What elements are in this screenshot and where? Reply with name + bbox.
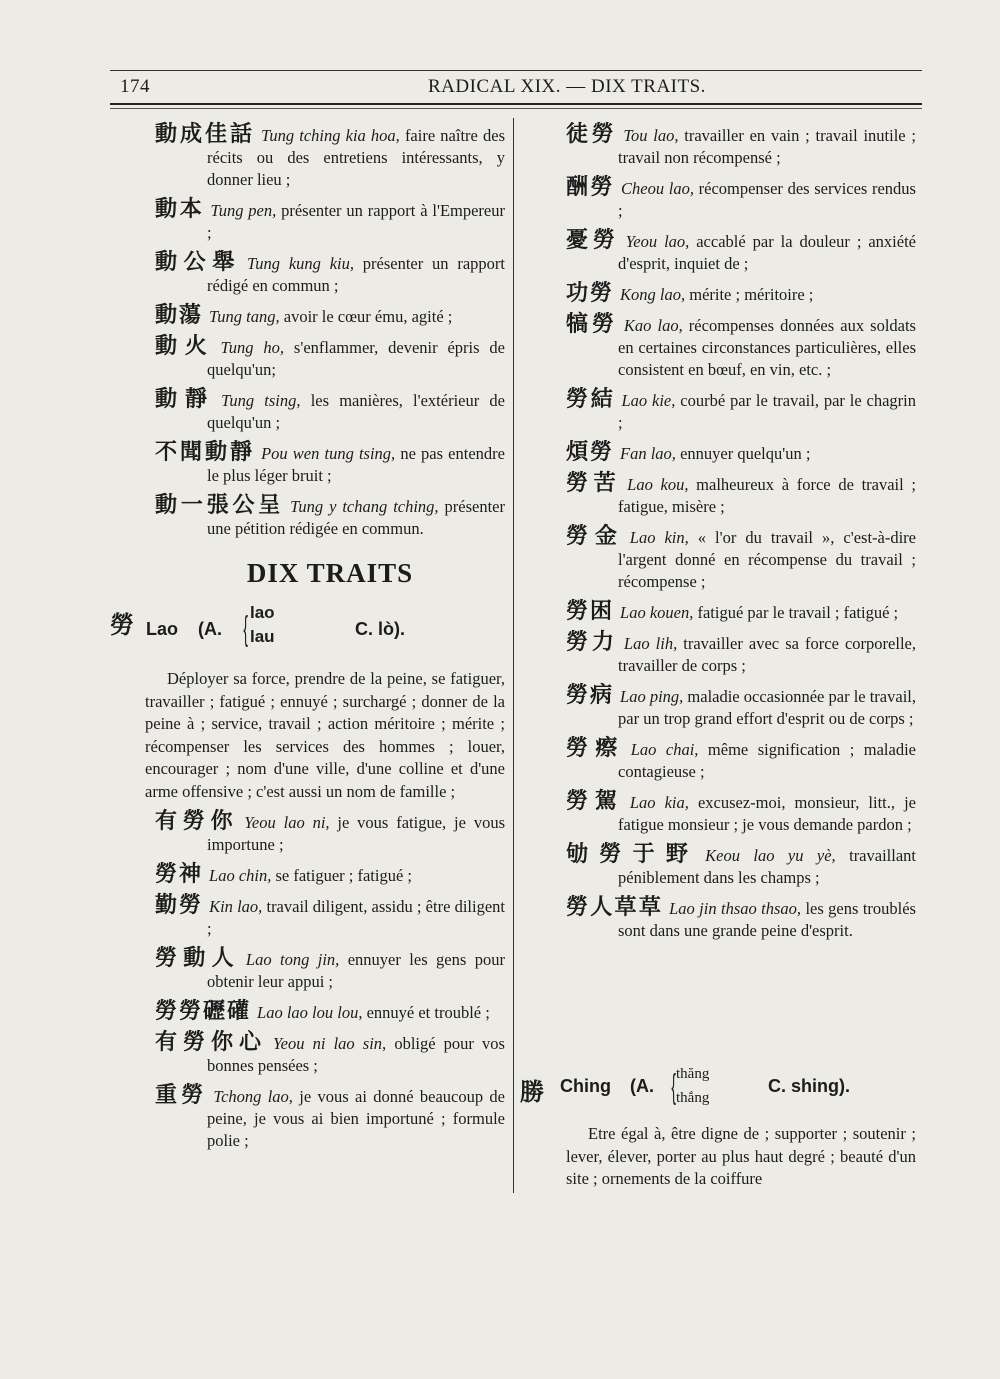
definition-paragraph-ching: Etre égal à, être digne de ; supporter ; soutenir ; lever, élever, porter au plus haut degré ; beauté d'un site ; ornements de la coiffure: [566, 1124, 916, 1188]
dictionary-entry: [566, 897, 916, 942]
entry-definition: les gens troublés sont dans une grande peine d'esprit.: [618, 899, 916, 940]
left-column: [110, 122, 505, 1160]
dictionary-entry: [566, 442, 916, 465]
entry-characters: 勞駕: [566, 789, 624, 814]
entry-definition: ennuyé et troublé ;: [362, 1003, 490, 1022]
headword-romanization: Ching: [560, 1076, 611, 1096]
dictionary-entry: [155, 442, 505, 487]
brace-icon: {: [671, 1068, 676, 1106]
entry-definition: je vous ai donné beaucoup de peine, je vous ai bien importuné ; formule polie ;: [207, 1087, 505, 1150]
annamite-label: (A.: [198, 619, 222, 639]
brace-icon: {: [243, 610, 248, 648]
entry-characters: 有勞你: [155, 809, 239, 834]
entry-characters: 有勞你心: [155, 1030, 268, 1055]
reading-1: lao: [250, 603, 275, 622]
entry-definition: travailler en vain ; travail inutile ; travail non récompensé ;: [618, 126, 916, 167]
entry-romanization: Lao jin thsao thsao,: [669, 899, 802, 918]
entry-definition: se fatiguer ; fatigué ;: [271, 866, 413, 885]
dictionary-entry: [155, 811, 505, 856]
entry-characters: 動火: [155, 334, 215, 359]
dictionary-entry: [566, 283, 916, 306]
entry-definition: mérite ; méritoire ;: [685, 285, 814, 304]
entry-definition: présenter un rapport à l'Empereur ;: [207, 201, 505, 242]
dictionary-entry: [566, 738, 916, 783]
annamite-label: (A.: [630, 1076, 654, 1096]
dictionary-entry: [566, 177, 916, 222]
entry-characters: 動成佳話: [155, 122, 256, 147]
entry-characters: 勞勞礰礶: [155, 999, 252, 1024]
entry-definition: je vous fatigue, je vous importune ;: [207, 813, 505, 854]
entry-romanization: Tung tsing,: [221, 391, 301, 410]
entry-characters: 勞金: [566, 524, 624, 549]
reading-1: thăng: [676, 1066, 710, 1082]
entry-romanization: Lao kie,: [621, 391, 676, 410]
entry-definition: excusez-moi, monsieur, litt., je fatigue monsieur ; je vous demande pardon ;: [618, 793, 916, 834]
page-number: 174: [120, 76, 150, 97]
entry-characters: 勞困: [566, 599, 615, 624]
entry-definition: présenter une pétition rédigée en commun.: [207, 497, 505, 538]
running-header: [110, 72, 920, 102]
entry-romanization: Lao kouen,: [620, 603, 694, 622]
entry-romanization: Lao lao lou lou,: [257, 1003, 363, 1022]
dictionary-entry: [155, 389, 505, 434]
definition-paragraph-lao: Déployer sa force, prendre de la peine, se fatiguer, travailler ; fatigué ; ennuyé ; surchargé ; donner de la peine à ; service, travail ; action méritoire ; mérite ; récompenser les services des hommes ; louer, encourager ; nom d'une ville, d'une colline et d'une arme offensive ; c'est aussi un nom de famille ;: [145, 669, 505, 801]
headword-lao: [110, 602, 505, 658]
entry-list-lao-right: [566, 124, 916, 942]
entry-romanization: Tung tang,: [209, 307, 280, 326]
entry-definition: récompenser des services rendus ;: [618, 179, 916, 220]
entry-romanization: Pou wen tung tsing,: [261, 444, 396, 463]
dictionary-entry: [566, 526, 916, 593]
entry-definition: ennuyer les gens pour obtenir leur appui ;: [207, 950, 505, 991]
headword-ching: [520, 1062, 920, 1118]
entry-characters: 動靜: [155, 387, 216, 412]
entry-characters: 勞瘵: [566, 736, 625, 761]
entry-romanization: Yeou lao,: [625, 232, 690, 251]
dictionary-entry: [566, 844, 916, 889]
entry-characters: 勞力: [566, 630, 618, 655]
entry-definition: les manières, l'extérieur de quelqu'un ;: [207, 391, 505, 432]
dictionary-entry: [566, 632, 916, 677]
entry-romanization: Tung y tchang tching,: [290, 497, 439, 516]
entry-characters: 憂勞: [566, 228, 620, 253]
entry-definition: même signification ; maladie contagieuse ;: [618, 740, 916, 781]
entry-romanization: Kin lao,: [209, 897, 263, 916]
entry-characters: 動蕩: [155, 303, 204, 328]
entry-romanization: Lao chin,: [209, 866, 272, 885]
entry-definition: travaillant péniblement dans les champs ;: [618, 846, 916, 887]
entry-definition: récompenses données aux soldats en certaines circonstances particulières, elles consistent en bœuf, en vin, etc. ;: [618, 316, 916, 379]
entry-romanization: Cheou lao,: [621, 179, 694, 198]
entry-characters: 勤勞: [155, 893, 204, 918]
dictionary-entry: [155, 895, 505, 940]
entry-definition: accablé par la douleur ; anxiété d'esprit, inquiet de ;: [618, 232, 916, 273]
entry-romanization: Tung tching kia hoa,: [261, 126, 400, 145]
entry-characters: 勞神: [155, 862, 204, 887]
entry-romanization: Lao lih,: [623, 634, 678, 653]
entry-romanization: Lao kin,: [629, 528, 689, 547]
entry-characters: 勞結: [566, 387, 616, 412]
dictionary-entry: [155, 495, 505, 540]
cantonese-form: C. lò).: [355, 619, 405, 639]
entry-definition: s'enflammer, devenir épris de quelqu'un;: [207, 338, 505, 379]
header-rule-thin: [110, 108, 922, 109]
entry-characters: 動公舉: [155, 250, 242, 275]
dictionary-entry: [566, 314, 916, 381]
reading-2: lau: [250, 627, 275, 646]
dictionary-entry: [566, 230, 916, 275]
entry-romanization: Tou lao,: [623, 126, 679, 145]
dictionary-entry: [566, 791, 916, 836]
entry-definition: courbé par le travail, par le chagrin ;: [618, 391, 916, 432]
entry-definition: présenter un rapport rédigé en commun ;: [207, 254, 505, 295]
entry-romanization: Tung kung kiu,: [247, 254, 354, 273]
entry-characters: 劬勞于野: [566, 842, 700, 867]
dictionary-entry: [566, 601, 916, 624]
dictionary-entry: [155, 124, 505, 191]
entry-romanization: Tchong lao,: [213, 1087, 293, 1106]
entry-characters: 煩勞: [566, 440, 615, 465]
dictionary-entry: [155, 252, 505, 297]
dictionary-entry: [155, 199, 505, 244]
dictionary-entry: [155, 1001, 505, 1024]
entry-romanization: Tung ho,: [220, 338, 285, 357]
cantonese-form: C. shing).: [768, 1076, 850, 1096]
entry-definition: avoir le cœur ému, agité ;: [279, 307, 453, 326]
entry-definition: ennuyer quelqu'un ;: [675, 444, 811, 463]
entry-definition: « l'or du travail », c'est-à-dire l'argent donné en récompense du travail ; récompense ;: [618, 528, 916, 591]
headword-character: 勝: [520, 1078, 544, 1106]
entry-characters: 重勞: [155, 1083, 208, 1108]
entry-romanization: Lao tong jin,: [245, 950, 340, 969]
entry-romanization: Lao ping,: [620, 687, 684, 706]
entry-romanization: Lao kia,: [629, 793, 689, 812]
headword-character: 勞: [110, 611, 134, 639]
dictionary-entry: [155, 1032, 505, 1077]
entry-list-dong: [155, 124, 505, 540]
entry-romanization: Kao lao,: [623, 316, 683, 335]
header-rule-top: [110, 70, 922, 71]
entry-characters: 功勞: [566, 281, 615, 306]
entry-characters: 犒勞: [566, 312, 618, 337]
entry-definition: obligé pour vos bonnes pensées ;: [207, 1034, 505, 1075]
entry-romanization: Fan lao,: [620, 444, 676, 463]
reading-2: thắng: [676, 1090, 710, 1106]
entry-romanization: Keou lao yu yè,: [705, 846, 836, 865]
entry-definition: travailler avec sa force corporelle, travailler de corps ;: [618, 634, 916, 675]
entry-characters: 勞病: [566, 683, 615, 708]
dictionary-entry: [155, 336, 505, 381]
dictionary-entry: [566, 124, 916, 169]
dictionary-entry: [155, 305, 505, 328]
dictionary-entry: [566, 473, 916, 518]
entry-list-lao-left: [155, 811, 505, 1152]
entry-characters: 勞動人: [155, 946, 240, 971]
entry-romanization: Kong lao,: [620, 285, 686, 304]
entry-definition: travail diligent, assidu ; être diligent ;: [207, 897, 505, 938]
dictionary-entry: [566, 685, 916, 730]
dictionary-entry: [566, 389, 916, 434]
entry-definition: faire naître des récits ou des entretiens intéressants, y donner lieu ;: [207, 126, 505, 189]
dictionary-entry: [155, 1085, 505, 1152]
entry-romanization: Lao chai,: [630, 740, 699, 759]
section-title: DIX TRAITS: [246, 558, 414, 588]
entry-definition: ne pas entendre le plus léger bruit ;: [207, 444, 505, 485]
entry-romanization: Lao kou,: [627, 475, 689, 494]
entry-definition: malheureux à force de travail ; fatigue, misère ;: [618, 475, 916, 516]
entry-characters: 徒勞: [566, 122, 618, 147]
entry-characters: 動一張公呈: [155, 493, 285, 518]
dictionary-entry: [155, 864, 505, 887]
dictionary-entry: [155, 948, 505, 993]
entry-characters: 不聞動靜: [155, 440, 256, 465]
entry-characters: 勞人草草: [566, 895, 664, 920]
header-rule: [110, 103, 922, 105]
entry-characters: 動本: [155, 197, 205, 222]
entry-characters: 酬勞: [566, 175, 616, 200]
entry-romanization: Tung pen,: [210, 201, 277, 220]
running-title: RADICAL XIX. — DIX TRAITS.: [428, 76, 706, 97]
entry-characters: 勞苦: [566, 471, 622, 496]
entry-romanization: Yeou ni lao sin,: [273, 1034, 387, 1053]
right-column: [566, 124, 916, 950]
column-separator: [513, 118, 514, 1193]
entry-definition: fatigué par le travail ; fatigué ;: [693, 603, 899, 622]
entry-definition: maladie occasionnée par le travail, par un trop grand effort d'esprit ou de corps ;: [618, 687, 916, 728]
entry-romanization: Yeou lao ni,: [244, 813, 330, 832]
headword-romanization: Lao: [146, 619, 179, 639]
